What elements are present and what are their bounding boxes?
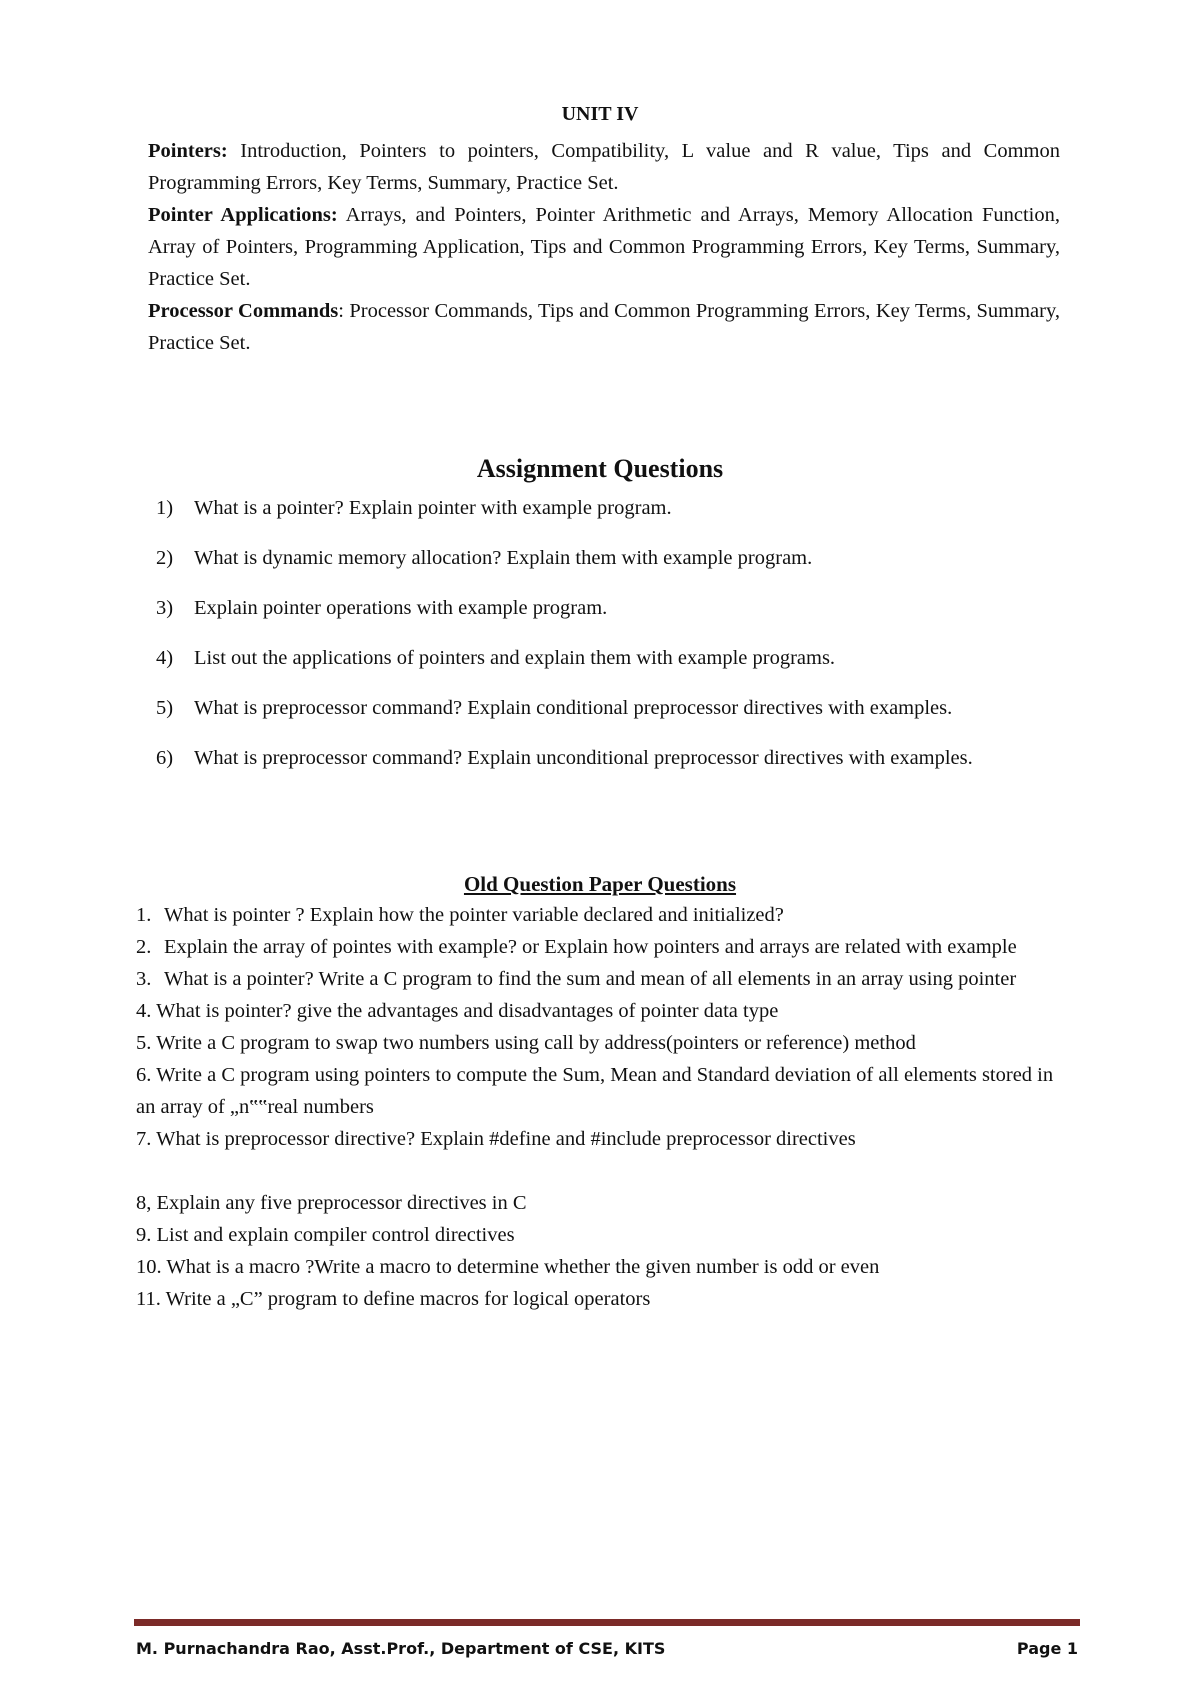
question-number: 2)	[156, 547, 174, 569]
question-text: What is preprocessor command? Explain unconditional preprocessor directives with examples.	[194, 747, 973, 769]
question-number: 2.	[136, 936, 152, 958]
syllabus-pointer-applications	[148, 199, 1060, 295]
old-questions-heading: Old Question Paper Questions	[463, 872, 737, 896]
unit-title: UNIT IV	[561, 103, 639, 125]
syllabus-pointers-label: Pointers:	[148, 140, 228, 162]
question-text: List out the applications of pointers and explain them with example programs.	[194, 647, 836, 669]
assignment-question-list	[156, 492, 1056, 792]
old-question: 8, Explain any five preprocessor directives in C	[136, 1192, 527, 1214]
question-text: What is preprocessor command? Explain conditional preprocessor directives with examples.	[194, 697, 953, 719]
question-text: Explain the array of pointes with example? or Explain how pointers and arrays are related with example	[164, 936, 1017, 958]
question-number: 5)	[156, 697, 174, 719]
assignment-question	[156, 692, 1056, 724]
question-text: Explain pointer operations with example program.	[194, 597, 608, 619]
old-question	[136, 899, 1076, 931]
old-question	[136, 963, 1076, 995]
assignment-question	[156, 642, 1056, 674]
question-number: 3.	[136, 968, 152, 990]
assignment-question	[156, 742, 1056, 774]
syllabus-section	[148, 135, 1060, 359]
footer-author: M. Purnachandra Rao, Asst.Prof., Department of CSE, KITS	[136, 1639, 666, 1658]
old-question: 4. What is pointer? give the advantages and disadvantages of pointer data type	[136, 1000, 779, 1022]
question-text: What is a pointer? Write a C program to find the sum and mean of all elements in an array using pointer	[164, 968, 1017, 990]
syllabus-processor-commands-text: : Processor Commands, Tips and Common Programming Errors, Key Terms, Summary, Practice Set.	[148, 300, 1060, 354]
question-text: What is a pointer? Explain pointer with example program.	[194, 497, 672, 519]
assignment-question	[156, 592, 1056, 624]
assignment-question	[156, 542, 1056, 574]
old-question: 10. What is a macro ?Write a macro to determine whether the given number is odd or even	[136, 1256, 880, 1278]
question-number: 4)	[156, 647, 174, 669]
syllabus-processor-commands-label: Processor Commands	[148, 300, 339, 322]
old-question: 5. Write a C program to swap two numbers using call by address(pointers or reference) method	[136, 1032, 916, 1054]
old-question: 9. List and explain compiler control directives	[136, 1224, 515, 1246]
footer-divider	[134, 1619, 1080, 1626]
old-question: 7. What is preprocessor directive? Explain #define and #include preprocessor directives	[136, 1128, 856, 1150]
question-number: 1)	[156, 497, 174, 519]
syllabus-pointer-applications-label: Pointer Applications:	[148, 204, 338, 226]
old-question	[136, 931, 1076, 963]
assignment-heading: Assignment Questions	[476, 454, 724, 483]
old-question: 6. Write a C program using pointers to compute the Sum, Mean and Standard deviation of all elements stored in an array of „n‟‟real numbers	[136, 1064, 1054, 1118]
old-question-list	[136, 899, 1076, 1315]
question-text: What is dynamic memory allocation? Explain them with example program.	[194, 547, 813, 569]
page-number: Page 1	[1016, 1639, 1078, 1658]
syllabus-processor-commands	[148, 295, 1060, 359]
question-number: 1.	[136, 904, 152, 926]
syllabus-pointers-text: Introduction, Pointers to pointers, Compatibility, L value and R value, Tips and Common Programming Errors, Key Terms, Summary, Practice Set.	[148, 140, 1060, 194]
syllabus-pointer-applications-text: Arrays, and Pointers, Pointer Arithmetic and Arrays, Memory Allocation Function, Array of Pointers, Programming Application, Tips and Common Programming Errors, Key Terms, Summary, Practice Set.	[148, 204, 1060, 290]
question-number: 6)	[156, 747, 174, 769]
syllabus-pointers	[148, 135, 1060, 199]
assignment-question	[156, 492, 1056, 524]
question-number: 3)	[156, 597, 174, 619]
old-question: 11. Write a „C” program to define macros for logical operators	[136, 1288, 651, 1310]
question-text: What is pointer ? Explain how the pointer variable declared and initialized?	[164, 904, 784, 926]
